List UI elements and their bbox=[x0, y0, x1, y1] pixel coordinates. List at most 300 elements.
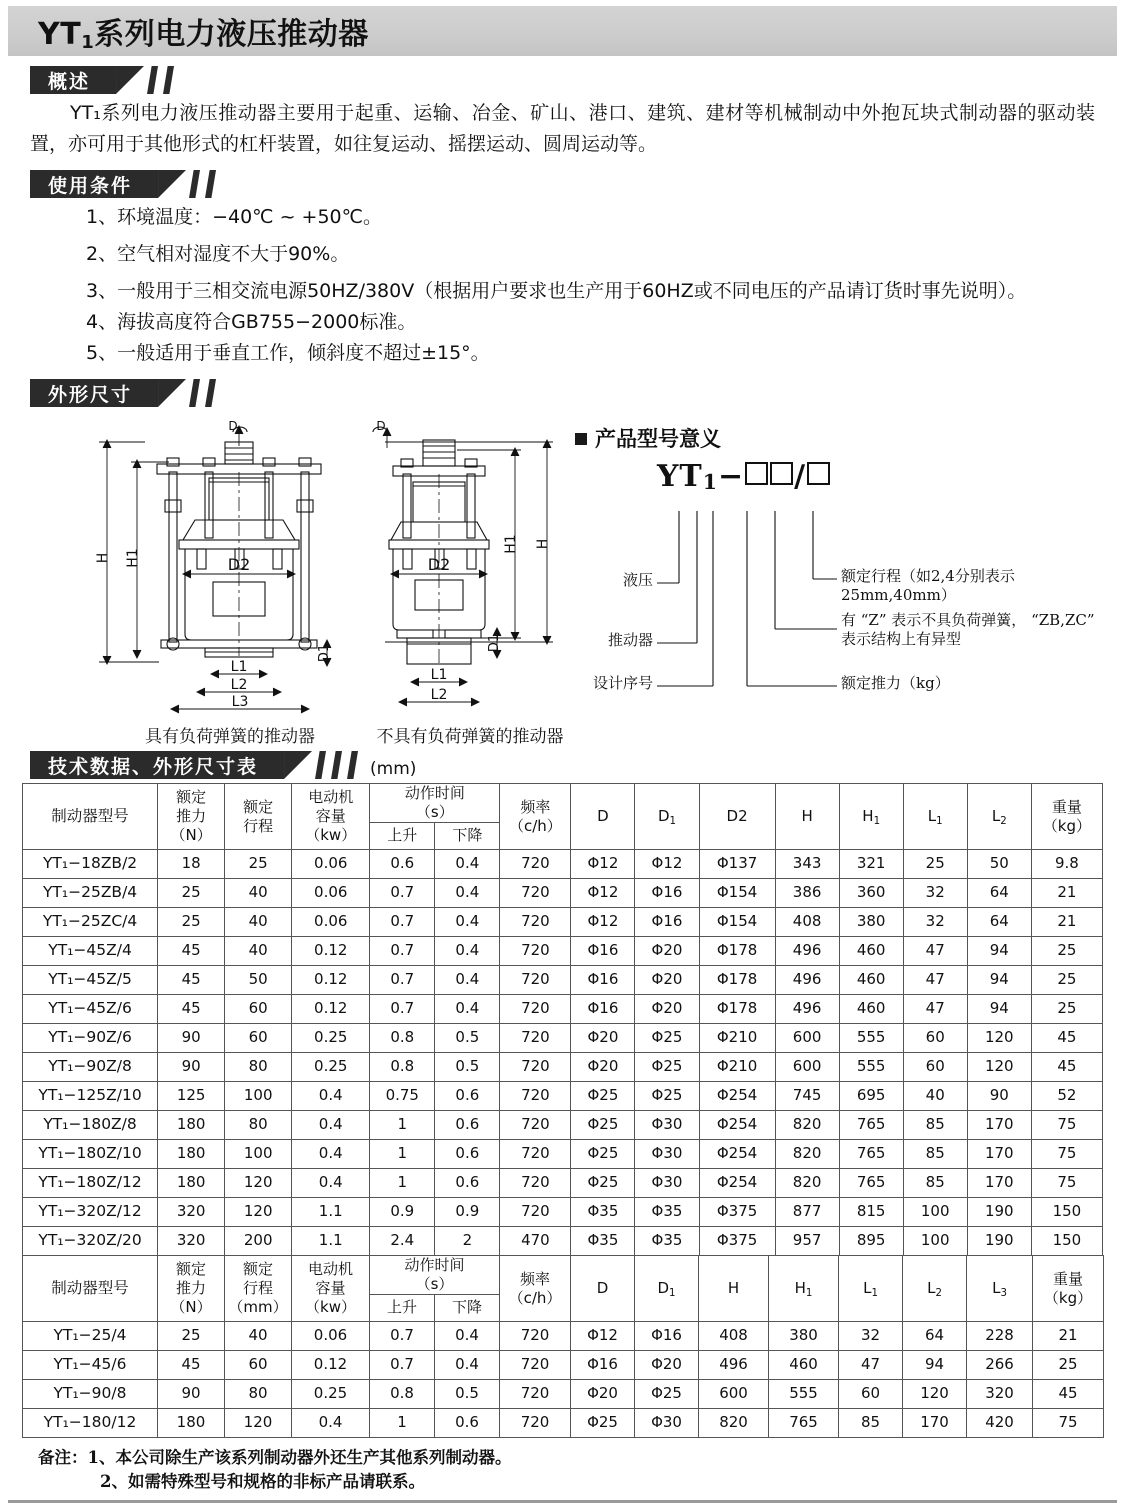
cell-model: YT₁−25ZB/4 bbox=[23, 879, 158, 908]
th-rated-thrust: 额定 推力 （N） bbox=[158, 1256, 225, 1322]
cell-L2: 50 bbox=[967, 850, 1031, 879]
cell-L1: 40 bbox=[903, 1082, 967, 1111]
cell-H: 408 bbox=[699, 1322, 769, 1351]
cell-D: Φ25 bbox=[571, 1169, 635, 1198]
cell-L2: 190 bbox=[967, 1227, 1031, 1256]
cell-H1: 695 bbox=[839, 1082, 903, 1111]
cell-motor: 1.1 bbox=[292, 1227, 370, 1256]
legend-label-actuator: 推动器 bbox=[607, 631, 653, 649]
list-item: 4、海拔高度符合GB755−2000标准。 bbox=[86, 311, 417, 333]
dim-label-L1: L1 bbox=[430, 667, 448, 683]
cell-motor: 0.4 bbox=[292, 1409, 370, 1438]
cell-weight: 45 bbox=[1031, 1053, 1102, 1082]
dim-label-D2: D2 bbox=[227, 555, 251, 574]
list-item: 1、环境温度：−40℃ ~ +50℃。 bbox=[86, 206, 382, 228]
cell-L1: 85 bbox=[903, 1140, 967, 1169]
cell-weight: 25 bbox=[1033, 1351, 1104, 1380]
cell-H: 386 bbox=[775, 879, 839, 908]
section-banner-tech-table-label: 技术数据、外形尺寸表 bbox=[30, 751, 284, 779]
footnote-line-1: 备注：1、本公司除生产该系列制动器外还生产其他系列制动器。 bbox=[38, 1448, 512, 1467]
model-code-slash: / bbox=[794, 459, 807, 494]
cell-H: 496 bbox=[775, 995, 839, 1024]
cell-weight: 25 bbox=[1031, 995, 1102, 1024]
cell-thrust: 320 bbox=[158, 1198, 225, 1227]
cell-L2: 170 bbox=[903, 1409, 967, 1438]
cell-L2: 64 bbox=[967, 879, 1031, 908]
cell-stroke: 40 bbox=[225, 879, 292, 908]
cell-freq: 720 bbox=[500, 1380, 571, 1409]
table-row bbox=[23, 1380, 1104, 1409]
cell-weight: 45 bbox=[1033, 1380, 1104, 1409]
square-bullet-icon bbox=[575, 433, 587, 445]
cell-D1: Φ30 bbox=[635, 1169, 699, 1198]
page-title-subscript: 1 bbox=[81, 32, 95, 53]
cell-stroke: 120 bbox=[225, 1409, 292, 1438]
cell-D1: Φ20 bbox=[635, 966, 699, 995]
cell-H1: 895 bbox=[839, 1227, 903, 1256]
cell-fall: 0.4 bbox=[435, 995, 500, 1024]
cell-model: YT₁−25/4 bbox=[23, 1322, 158, 1351]
cell-D2: Φ178 bbox=[699, 937, 775, 966]
cell-H: 600 bbox=[775, 1053, 839, 1082]
cell-rise: 0.7 bbox=[370, 995, 435, 1024]
cell-L1: 32 bbox=[839, 1322, 903, 1351]
drawing-without-load-spring bbox=[345, 416, 595, 747]
cell-rise: 0.8 bbox=[370, 1380, 435, 1409]
page-title-bar bbox=[8, 6, 1117, 56]
cell-D1: Φ25 bbox=[635, 1380, 699, 1409]
cell-model: YT₁−45Z/6 bbox=[23, 995, 158, 1024]
cell-H1: 360 bbox=[839, 879, 903, 908]
cell-D1: Φ30 bbox=[635, 1409, 699, 1438]
cell-L1: 32 bbox=[903, 879, 967, 908]
cell-H: 820 bbox=[699, 1409, 769, 1438]
section-banner-dimensions bbox=[30, 379, 216, 407]
outline-dimension-drawings bbox=[0, 411, 1125, 747]
cell-freq: 720 bbox=[500, 966, 571, 995]
cell-H: 820 bbox=[775, 1140, 839, 1169]
dim-label-L2: L2 bbox=[230, 677, 248, 693]
cell-motor: 0.12 bbox=[292, 995, 370, 1024]
th-D2: D2 bbox=[699, 784, 775, 850]
cell-fall: 0.6 bbox=[435, 1082, 500, 1111]
cell-fall: 0.4 bbox=[435, 850, 500, 879]
cell-freq: 720 bbox=[500, 1140, 571, 1169]
cell-D1: Φ30 bbox=[635, 1140, 699, 1169]
cell-fall: 0.4 bbox=[435, 908, 500, 937]
cell-freq: 720 bbox=[500, 1169, 571, 1198]
cell-L2: 120 bbox=[967, 1053, 1031, 1082]
cell-H1: 765 bbox=[839, 1169, 903, 1198]
cell-thrust: 45 bbox=[158, 1351, 225, 1380]
table-row bbox=[23, 1053, 1103, 1082]
cell-L1: 60 bbox=[903, 1053, 967, 1082]
cell-L3: 266 bbox=[967, 1351, 1033, 1380]
banner-slashes-icon bbox=[147, 66, 174, 94]
model-code-legend bbox=[575, 423, 1120, 692]
th-rise: 上升 bbox=[370, 1295, 435, 1322]
cell-freq: 720 bbox=[500, 1111, 571, 1140]
cell-L1: 47 bbox=[839, 1351, 903, 1380]
cell-stroke: 80 bbox=[225, 1053, 292, 1082]
cell-D: Φ12 bbox=[571, 908, 635, 937]
cell-model: YT₁−90Z/6 bbox=[23, 1024, 158, 1053]
cell-thrust: 25 bbox=[158, 1322, 225, 1351]
cell-rise: 0.6 bbox=[370, 850, 435, 879]
cell-L2: 90 bbox=[967, 1082, 1031, 1111]
cell-D: Φ20 bbox=[571, 1380, 635, 1409]
list-item: 5、一般适用于垂直工作，倾斜度不超过±15°。 bbox=[86, 342, 490, 364]
cell-D: Φ35 bbox=[571, 1198, 635, 1227]
cell-rise: 2.4 bbox=[370, 1227, 435, 1256]
th-D1: $D_1$ bbox=[635, 1256, 699, 1322]
cell-thrust: 320 bbox=[158, 1227, 225, 1256]
cell-freq: 720 bbox=[500, 995, 571, 1024]
dim-label-D1: D1 bbox=[317, 643, 332, 663]
cell-H: 496 bbox=[775, 966, 839, 995]
cell-stroke: 120 bbox=[225, 1198, 292, 1227]
cell-D1: Φ16 bbox=[635, 1322, 699, 1351]
table-row bbox=[23, 1198, 1103, 1227]
cell-L1: 100 bbox=[903, 1198, 967, 1227]
cell-model: YT₁−45/6 bbox=[23, 1351, 158, 1380]
cell-H1: 460 bbox=[839, 995, 903, 1024]
cell-H1: 321 bbox=[839, 850, 903, 879]
tech-tables-wrapper bbox=[22, 783, 1103, 1438]
cell-weight: 25 bbox=[1031, 966, 1102, 995]
cell-H: 820 bbox=[775, 1111, 839, 1140]
cell-D2: Φ154 bbox=[699, 879, 775, 908]
th-model: 制动器型号 bbox=[23, 1256, 158, 1322]
cell-model: YT₁−180Z/10 bbox=[23, 1140, 158, 1169]
section-banner-conditions bbox=[30, 170, 216, 198]
list-item: 2、空气相对湿度不大于90%。 bbox=[86, 243, 350, 265]
legend-label-design-no: 设计序号 bbox=[592, 674, 653, 692]
cell-fall: 0.4 bbox=[435, 879, 500, 908]
banner-slashes-icon bbox=[189, 170, 216, 198]
banner-slashes-icon bbox=[315, 751, 358, 779]
cell-D: Φ16 bbox=[571, 937, 635, 966]
dim-label-H: H bbox=[95, 552, 111, 564]
cell-D: Φ20 bbox=[571, 1024, 635, 1053]
model-legend-heading bbox=[575, 423, 1120, 453]
cell-freq: 720 bbox=[500, 1082, 571, 1111]
cell-thrust: 180 bbox=[158, 1111, 225, 1140]
banner-triangle-icon bbox=[158, 379, 186, 407]
drawing-with-load-spring bbox=[85, 416, 375, 747]
section-banner-tech-table bbox=[30, 751, 416, 779]
cell-H1: 765 bbox=[839, 1111, 903, 1140]
cell-fall: 0.5 bbox=[435, 1024, 500, 1053]
cell-H: 600 bbox=[775, 1024, 839, 1053]
cell-D: Φ16 bbox=[571, 995, 635, 1024]
legend-label-rated-stroke: 额定行程（如2,4分别表示25mm,40mm） bbox=[841, 567, 1015, 604]
page-title bbox=[38, 9, 369, 53]
cell-rise: 1 bbox=[370, 1409, 435, 1438]
overview-paragraph-text: YT₁系列电力液压推动器主要用于起重、运输、冶金、矿山、港口、建筑、建材等机械制动中外抱瓦块式制动器的驱动装置，亦可用于其他形式的杠杆装置，如往复运动、摇摆运动、圆周运动等。 bbox=[30, 102, 1095, 155]
cell-H: 957 bbox=[775, 1227, 839, 1256]
spec-table-standard-series-body bbox=[23, 1322, 1104, 1438]
cell-fall: 2 bbox=[435, 1227, 500, 1256]
table-header-row bbox=[23, 1256, 1104, 1295]
cell-stroke: 80 bbox=[225, 1380, 292, 1409]
drawing-caption-left: 具有负荷弹簧的推动器 bbox=[145, 727, 315, 747]
cell-freq: 720 bbox=[500, 1351, 571, 1380]
cell-weight: 25 bbox=[1031, 937, 1102, 966]
cell-D2: Φ254 bbox=[699, 1082, 775, 1111]
cell-fall: 0.6 bbox=[435, 1111, 500, 1140]
cell-fall: 0.6 bbox=[435, 1140, 500, 1169]
dim-label-H1: H1 bbox=[503, 534, 519, 554]
cell-D: Φ25 bbox=[571, 1409, 635, 1438]
cell-D: Φ12 bbox=[571, 879, 635, 908]
cell-D: Φ25 bbox=[571, 1111, 635, 1140]
cell-D1: Φ16 bbox=[635, 879, 699, 908]
cell-D: Φ35 bbox=[571, 1227, 635, 1256]
banner-triangle-icon bbox=[158, 170, 186, 198]
cell-stroke: 40 bbox=[225, 908, 292, 937]
th-action-time: 动作时间 （s） bbox=[370, 1256, 500, 1295]
cell-motor: 0.06 bbox=[292, 850, 370, 879]
cell-weight: 21 bbox=[1031, 908, 1102, 937]
cell-D: Φ16 bbox=[571, 966, 635, 995]
th-frequency: 频率 （c/h） bbox=[500, 784, 571, 850]
cell-rise: 0.7 bbox=[370, 937, 435, 966]
cell-weight: 52 bbox=[1031, 1082, 1102, 1111]
cell-model: YT₁−320Z/12 bbox=[23, 1198, 158, 1227]
cell-motor: 0.06 bbox=[292, 908, 370, 937]
cell-weight: 150 bbox=[1031, 1198, 1102, 1227]
th-L2: $L_2$ bbox=[967, 784, 1031, 850]
th-rise: 上升 bbox=[370, 823, 435, 850]
cell-stroke: 60 bbox=[225, 1351, 292, 1380]
cell-L1: 25 bbox=[903, 850, 967, 879]
cell-H1: 765 bbox=[769, 1409, 839, 1438]
cell-L2: 120 bbox=[903, 1380, 967, 1409]
cell-D2: Φ178 bbox=[699, 966, 775, 995]
th-H1: $H_1$ bbox=[839, 784, 903, 850]
dim-label-D: D bbox=[228, 419, 238, 433]
cell-D1: Φ35 bbox=[635, 1227, 699, 1256]
cell-H1: 555 bbox=[839, 1053, 903, 1082]
dim-label-L1: L1 bbox=[230, 659, 248, 675]
cell-model: YT₁−180Z/12 bbox=[23, 1169, 158, 1198]
cell-L1: 100 bbox=[903, 1227, 967, 1256]
dim-label-D1: D1 bbox=[487, 633, 502, 653]
cell-thrust: 180 bbox=[158, 1409, 225, 1438]
cell-thrust: 90 bbox=[158, 1024, 225, 1053]
section-banner-dimensions-label: 外形尺寸 bbox=[30, 379, 158, 407]
cell-motor: 0.06 bbox=[292, 1322, 370, 1351]
cell-thrust: 180 bbox=[158, 1169, 225, 1198]
dim-label-D2: D2 bbox=[427, 555, 451, 574]
table-row bbox=[23, 850, 1103, 879]
table-row bbox=[23, 1322, 1104, 1351]
cell-model: YT₁−25ZC/4 bbox=[23, 908, 158, 937]
table-row bbox=[23, 1351, 1104, 1380]
cell-stroke: 60 bbox=[225, 995, 292, 1024]
th-H: H bbox=[699, 1256, 769, 1322]
cell-L1: 60 bbox=[839, 1380, 903, 1409]
dim-label-D: D bbox=[376, 419, 386, 433]
cell-D2: Φ254 bbox=[699, 1169, 775, 1198]
cell-L1: 47 bbox=[903, 937, 967, 966]
cell-H: 496 bbox=[699, 1351, 769, 1380]
cell-motor: 0.4 bbox=[292, 1082, 370, 1111]
cell-weight: 75 bbox=[1031, 1111, 1102, 1140]
th-action-time: 动作时间 （s） bbox=[370, 784, 500, 823]
banner-slashes-icon bbox=[189, 379, 216, 407]
table-row bbox=[23, 966, 1103, 995]
cell-rise: 1 bbox=[370, 1140, 435, 1169]
cell-motor: 0.4 bbox=[292, 1140, 370, 1169]
cell-rise: 0.8 bbox=[370, 1024, 435, 1053]
cell-motor: 0.4 bbox=[292, 1169, 370, 1198]
cell-rise: 0.7 bbox=[370, 1322, 435, 1351]
cell-fall: 0.4 bbox=[435, 966, 500, 995]
cell-motor: 0.25 bbox=[292, 1024, 370, 1053]
cell-H1: 460 bbox=[839, 937, 903, 966]
model-code-subscript: 1 bbox=[702, 470, 718, 494]
section-banner-overview-label: 概述 bbox=[30, 66, 116, 94]
legend-label-z-meaning: 有 “Z” 表示不具负荷弹簧， “ZB,ZC” 表示结构上有异型 bbox=[841, 611, 1095, 648]
spec-table-z-series bbox=[22, 783, 1103, 1256]
cell-D2: Φ137 bbox=[699, 850, 775, 879]
cell-stroke: 50 bbox=[225, 966, 292, 995]
cell-motor: 0.12 bbox=[292, 1351, 370, 1380]
cell-D2: Φ375 bbox=[699, 1198, 775, 1227]
cell-freq: 720 bbox=[500, 1053, 571, 1082]
cell-motor: 0.12 bbox=[292, 966, 370, 995]
cell-fall: 0.9 bbox=[435, 1198, 500, 1227]
cell-fall: 0.4 bbox=[435, 1351, 500, 1380]
cell-D2: Φ178 bbox=[699, 995, 775, 1024]
th-rated-stroke: 额定 行程 bbox=[225, 784, 292, 850]
th-rated-stroke: 额定 行程 （mm） bbox=[225, 1256, 292, 1322]
dim-label-L3: L3 bbox=[231, 694, 249, 710]
cell-model: YT₁−180/12 bbox=[23, 1409, 158, 1438]
model-code-dash: − bbox=[717, 459, 745, 494]
th-weight: 重量 （kg） bbox=[1031, 784, 1102, 850]
th-D: D bbox=[571, 1256, 635, 1322]
cell-H: 408 bbox=[775, 908, 839, 937]
cell-D1: Φ16 bbox=[635, 908, 699, 937]
cell-model: YT₁−320Z/20 bbox=[23, 1227, 158, 1256]
list-item: 3、一般用于三相交流电源50HZ/380V（根据用户要求也生产用于60HZ或不同电压的产品请订货时事先说明）。 bbox=[86, 280, 1027, 302]
cell-L2: 94 bbox=[967, 995, 1031, 1024]
cell-rise: 1 bbox=[370, 1169, 435, 1198]
legend-label-hydraulic: 液压 bbox=[622, 571, 653, 589]
cell-motor: 0.4 bbox=[292, 1111, 370, 1140]
tech-table-unit-note: (mm) bbox=[370, 759, 417, 779]
cell-stroke: 100 bbox=[225, 1140, 292, 1169]
th-model: 制动器型号 bbox=[23, 784, 158, 850]
cell-thrust: 90 bbox=[158, 1053, 225, 1082]
cell-motor: 0.06 bbox=[292, 879, 370, 908]
cell-model: YT₁−125Z/10 bbox=[23, 1082, 158, 1111]
cell-D1: Φ30 bbox=[635, 1111, 699, 1140]
cell-weight: 45 bbox=[1031, 1024, 1102, 1053]
footnotes bbox=[38, 1446, 1125, 1494]
spec-table-z-series-body bbox=[23, 850, 1103, 1256]
cell-rise: 0.7 bbox=[370, 908, 435, 937]
th-motor-capacity: 电动机 容量 （kw） bbox=[292, 784, 370, 850]
page-title-rest: 系列电力液压推动器 bbox=[94, 17, 369, 52]
cell-weight: 21 bbox=[1031, 879, 1102, 908]
cell-freq: 720 bbox=[500, 1409, 571, 1438]
cell-thrust: 180 bbox=[158, 1140, 225, 1169]
cell-thrust: 25 bbox=[158, 879, 225, 908]
th-motor-capacity: 电动机 容量 （kw） bbox=[292, 1256, 370, 1322]
table-row bbox=[23, 879, 1103, 908]
cell-fall: 0.5 bbox=[435, 1380, 500, 1409]
overview-paragraph bbox=[30, 98, 1095, 160]
cell-stroke: 25 bbox=[225, 850, 292, 879]
cell-thrust: 90 bbox=[158, 1380, 225, 1409]
cell-motor: 0.25 bbox=[292, 1380, 370, 1409]
cell-D1: Φ12 bbox=[635, 850, 699, 879]
banner-triangle-icon bbox=[116, 66, 144, 94]
cell-D1: Φ20 bbox=[635, 995, 699, 1024]
cell-H: 343 bbox=[775, 850, 839, 879]
cell-rise: 0.7 bbox=[370, 966, 435, 995]
model-legend-heading-text: 产品型号意义 bbox=[595, 427, 721, 451]
cell-weight: 75 bbox=[1033, 1409, 1104, 1438]
drawing-with-load-spring-svg bbox=[85, 416, 375, 716]
cell-H: 496 bbox=[775, 937, 839, 966]
cell-D: Φ20 bbox=[571, 1053, 635, 1082]
cell-thrust: 125 bbox=[158, 1082, 225, 1111]
cell-D: Φ16 bbox=[571, 1351, 635, 1380]
cell-weight: 75 bbox=[1031, 1169, 1102, 1198]
cell-H1: 380 bbox=[839, 908, 903, 937]
cell-L1: 85 bbox=[903, 1111, 967, 1140]
cell-weight: 75 bbox=[1031, 1140, 1102, 1169]
cell-D2: Φ254 bbox=[699, 1140, 775, 1169]
cell-H: 745 bbox=[775, 1082, 839, 1111]
dim-label-H: H bbox=[535, 538, 551, 550]
cell-rise: 1 bbox=[370, 1111, 435, 1140]
cell-D1: Φ20 bbox=[635, 1351, 699, 1380]
th-D1: $D_1$ bbox=[635, 784, 699, 850]
cell-L2: 94 bbox=[903, 1351, 967, 1380]
cell-stroke: 80 bbox=[225, 1111, 292, 1140]
th-H1: $H_1$ bbox=[769, 1256, 839, 1322]
cell-freq: 720 bbox=[500, 1322, 571, 1351]
cell-L2: 170 bbox=[967, 1111, 1031, 1140]
cell-stroke: 60 bbox=[225, 1024, 292, 1053]
cell-L2: 94 bbox=[967, 966, 1031, 995]
table-row bbox=[23, 908, 1103, 937]
cell-rise: 0.7 bbox=[370, 1351, 435, 1380]
cell-freq: 720 bbox=[500, 908, 571, 937]
cell-L2: 120 bbox=[967, 1024, 1031, 1053]
cell-L1: 47 bbox=[903, 966, 967, 995]
cell-D1: Φ25 bbox=[635, 1082, 699, 1111]
cell-rise: 0.8 bbox=[370, 1053, 435, 1082]
cell-H: 600 bbox=[699, 1380, 769, 1409]
cell-H1: 380 bbox=[769, 1322, 839, 1351]
table-row bbox=[23, 1409, 1104, 1438]
cell-fall: 0.6 bbox=[435, 1409, 500, 1438]
cell-L2: 64 bbox=[903, 1322, 967, 1351]
cell-model: YT₁−18ZB/2 bbox=[23, 850, 158, 879]
cell-rise: 0.75 bbox=[370, 1082, 435, 1111]
cell-L2: 170 bbox=[967, 1140, 1031, 1169]
cell-model: YT₁−90Z/8 bbox=[23, 1053, 158, 1082]
table-row bbox=[23, 1169, 1103, 1198]
cell-L3: 420 bbox=[967, 1409, 1033, 1438]
